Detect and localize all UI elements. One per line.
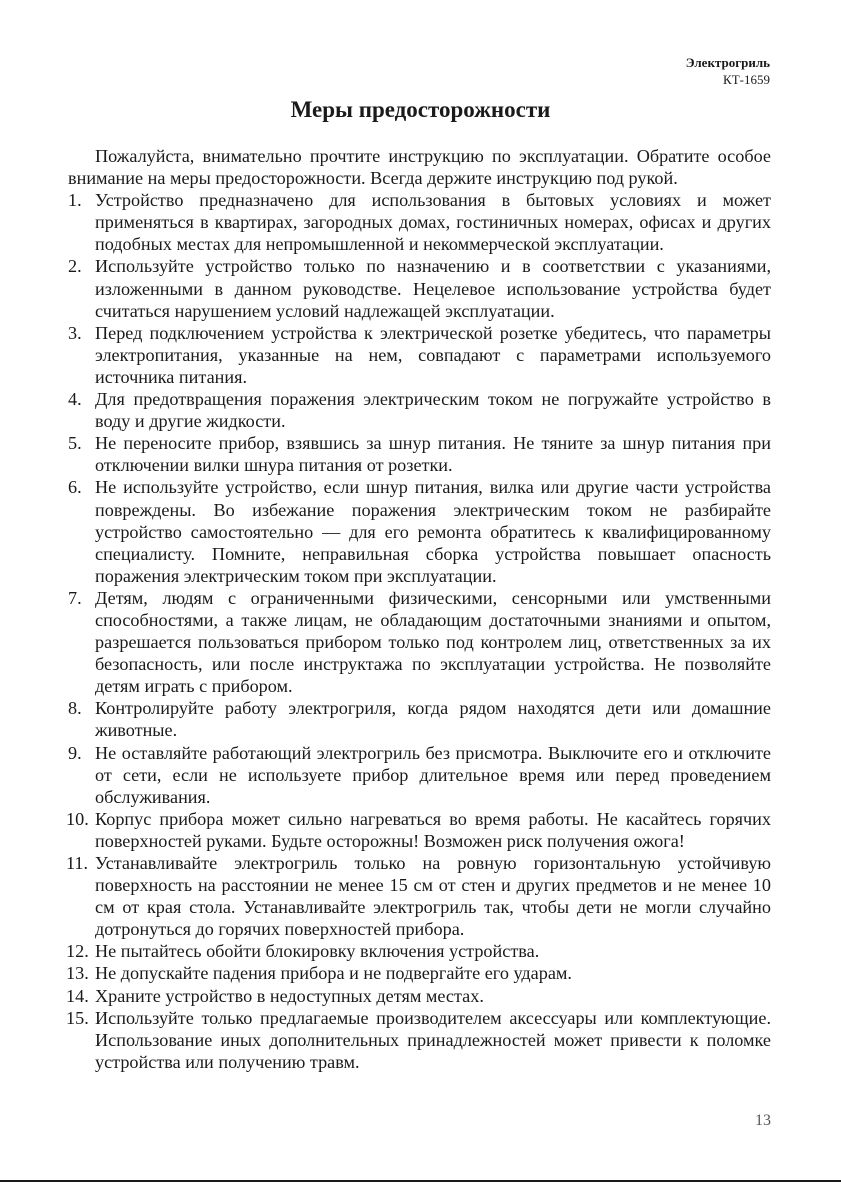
item-text: Не допускайте падения прибора и не подвергайте его ударам. <box>95 963 572 984</box>
safety-item <box>68 808 771 852</box>
section-title: Меры предосторожности <box>290 97 551 122</box>
header-model-number: КТ-1659 <box>723 72 770 87</box>
item-number: 7. <box>68 587 82 608</box>
item-text: Не используйте устройство, если шнур питания, вилка или другие части устройства повреждены. Во избежание поражения электрическим током не разбирайте устройство самостоятельно — для его ремонта обратитесь к квалифицированному специалисту. Помните, неправильная сборка устройства повышает опасность поражения электрическим током при эксплуатации. <box>95 477 771 586</box>
safety-item <box>68 189 771 255</box>
item-text: Устанавливайте электрогриль только на ровную горизонтальную устойчивую поверхность на расстоянии не менее 15 см от стен и других предметов и не менее 10 см от края стола. Устанавливайте электрогриль так, чтобы дети не могли случайно дотронуться до горячих поверхностей прибора. <box>95 853 771 940</box>
running-header <box>686 54 770 88</box>
safety-item <box>68 476 771 586</box>
item-text: Не переносите прибор, взявшись за шнур питания. Не тяните за шнур питания при отключении вилки шнура питания от розетки. <box>95 433 771 476</box>
item-number: 5. <box>68 433 82 454</box>
item-number: 8. <box>68 698 82 719</box>
safety-item <box>68 432 771 476</box>
safety-item <box>68 962 771 984</box>
item-text: Контролируйте работу электрогриля, когда рядом находятся дети или домашние животные. <box>95 698 771 741</box>
safety-item <box>68 852 771 940</box>
bottom-divider <box>0 1180 841 1182</box>
header-product-name: Электрогриль <box>685 55 770 70</box>
item-text: Храните устройство в недоступных детям местах. <box>95 985 484 1006</box>
safety-item <box>68 697 771 741</box>
safety-item <box>68 940 771 962</box>
safety-item <box>68 322 771 388</box>
item-text: Устройство предназначено для использования в бытовых условиях и может применяться в квартирах, загородных домах, гостиничных номерах, офисах и других подобных местах для непромышленной и некоммерческой эксплуатации. <box>95 190 771 255</box>
page-number: 13 <box>755 1112 771 1129</box>
item-text: Не оставляйте работающий электрогриль без присмотра. Выключите его и отключите от сети, если не используете прибор длительное время или перед проведением обслуживания. <box>95 742 771 807</box>
item-number: 14. <box>66 985 89 1006</box>
safety-item <box>68 985 771 1007</box>
item-number: 2. <box>68 256 82 277</box>
item-number: 15. <box>66 1007 89 1028</box>
item-text: Используйте устройство только по назначению и в соответствии с указаниями, изложенными в данном руководстве. Нецелевое использование устройства будет считаться нарушением условий надлежащей эксплуатации. <box>95 256 771 321</box>
item-number: 10. <box>66 808 89 829</box>
item-text: Корпус прибора может сильно нагреваться во время работы. Не касайтесь горячих поверхностей руками. Будьте осторожны! Возможен риск получения ожога! <box>95 808 771 851</box>
safety-content <box>68 145 771 1073</box>
item-text: Детям, людям с ограниченными физическими, сенсорными или умственными способностями, а также лицам, не обладающим достаточными знаниями и опытом, разрешается пользоваться прибором только под контролем лиц, ответственных за их безопасность, или после инструктажа по эксплуатации устройства. Не позволяйте детям играть с прибором. <box>95 587 771 697</box>
item-number: 3. <box>68 322 82 343</box>
item-number: 13. <box>66 963 89 984</box>
item-number: 11. <box>66 853 89 873</box>
item-number: 1. <box>68 190 82 211</box>
item-number: 4. <box>68 389 82 410</box>
safety-item <box>68 742 771 808</box>
item-text: Используйте только предлагаемые производителем аксессуары или комплектующие. Использование иных дополнительных принадлежностей может привести к поломке устройства или получению травм. <box>95 1007 771 1072</box>
safety-item <box>68 388 771 432</box>
safety-item <box>68 255 771 321</box>
safety-item <box>68 1007 771 1073</box>
item-number: 12. <box>66 941 89 962</box>
item-text: Не пытайтесь обойти блокировку включения устройства. <box>95 941 540 962</box>
safety-list <box>68 189 771 1073</box>
intro-paragraph: Пожалуйста, внимательно прочтите инструкцию по эксплуатации. Обратите особое внимание на меры предосторожности. Всегда держите инструкцию под рукой. <box>68 146 771 189</box>
item-number: 9. <box>68 742 82 763</box>
item-text: Для предотвращения поражения электрическим током не погружайте устройство в воду и другие жидкости. <box>95 389 771 432</box>
safety-item <box>68 587 771 697</box>
item-number: 6. <box>68 477 82 498</box>
item-text: Перед подключением устройства к электрической розетке убедитесь, что параметры электропитания, указанные на нем, совпадают с параметрами используемого источника питания. <box>95 322 771 387</box>
